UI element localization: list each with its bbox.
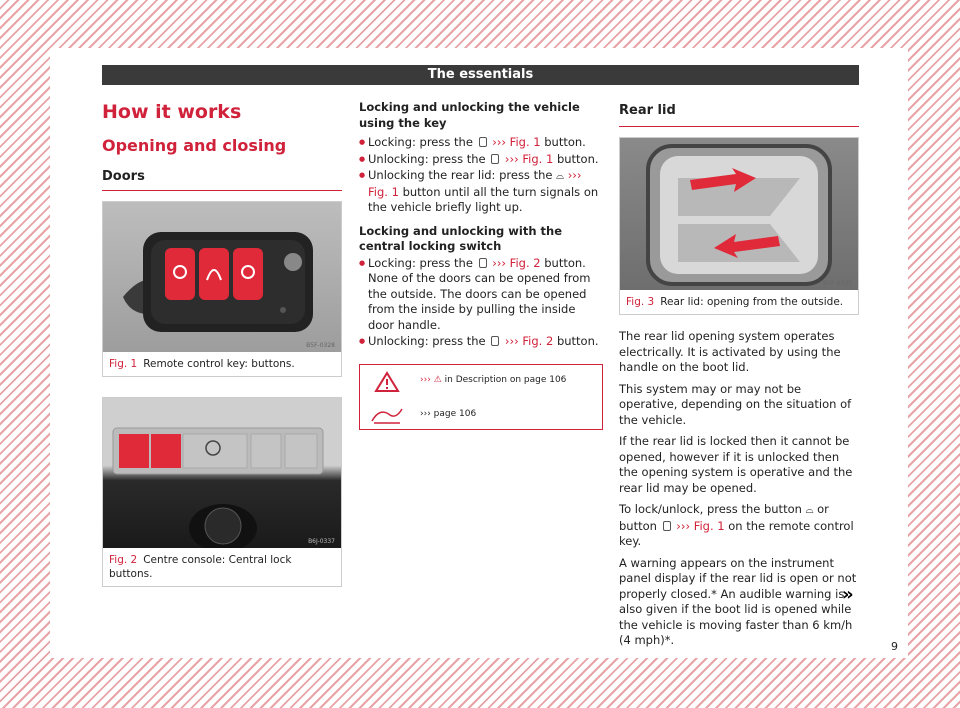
rear-lid-para-3: If the rear lid is locked then it cannot be opened, however if it is unlocked then the opening system is operative and the rear lid may be opened. — [619, 434, 853, 495]
section-central-lock-title: Locking and unlocking with the central locking switch — [359, 223, 563, 253]
b4-pre: Locking: press the — [368, 255, 473, 270]
p4-post: on the remote control key. — [619, 518, 854, 548]
rear-lid-para-5: A warning appears on the instrument panel display if the rear lid is open or not properly closed.* An audible warning is also given if the boot lid is opened while the vehicle is moving faster than 6 km/h (4 mph)*. — [619, 555, 857, 647]
centre-console-image — [103, 398, 341, 548]
b5-pre: Unlocking: press the — [368, 334, 486, 348]
figure-2 — [102, 397, 342, 587]
fig3-label: Fig. 3 — [626, 296, 655, 308]
fig2-caption — [103, 548, 341, 586]
unlock-icon — [663, 521, 671, 531]
remote-key-image — [103, 202, 341, 352]
fig2-label: Fig. 2 — [109, 554, 138, 566]
p4-pre: To lock/unlock, press the button — [619, 502, 802, 516]
small-warning-icon: ⚠ — [433, 374, 442, 385]
b5-post: button. — [556, 334, 599, 348]
bullet-locking-key — [359, 135, 603, 151]
b4-post: button. None of the doors can be opened from the outside. The doors can be opened from the inside by pulling the inside door handle. — [368, 255, 591, 332]
remote-key-illustration — [103, 202, 341, 352]
fig1-label: Fig. 1 — [109, 358, 138, 370]
column-3 — [619, 100, 859, 649]
figure-3 — [619, 137, 859, 315]
bullet-locking-central — [359, 256, 603, 334]
note1-post: in Description on page 106 — [444, 374, 567, 385]
fig2-caption-text: Centre console: Central lock buttons. — [109, 554, 292, 580]
fig2-code: B6J-0337 — [308, 538, 335, 545]
column-1 — [102, 100, 342, 587]
b3-post: button until all the turn signals on the vehicle briefly light up. — [368, 184, 599, 214]
fig1-caption-text: Remote control key: buttons. — [143, 358, 295, 370]
b3-ref[interactable]: ››› Fig. 1 — [368, 168, 582, 199]
b2-pre: Unlocking: press the — [368, 151, 486, 166]
continue-arrow: » — [842, 584, 854, 605]
console-illustration — [103, 398, 341, 548]
rear-lid-image — [620, 138, 858, 290]
p4-ref[interactable]: ››› Fig. 1 — [676, 518, 725, 533]
rear-lid-icon: ⌓ — [805, 505, 814, 516]
bullet-unlocking-rear-lid — [359, 168, 603, 216]
seat-logo-illustration — [620, 138, 858, 290]
warning-reference[interactable] — [420, 375, 566, 385]
page-reference[interactable]: ››› page 106 — [420, 408, 477, 419]
b1-post: button. — [544, 135, 586, 149]
reference-box — [359, 364, 603, 430]
fig1-caption — [103, 352, 341, 376]
rear-lid-para-1: The rear lid opening system operates electrically. It is activated by using the handle on the boot lid. — [619, 329, 841, 374]
environment-icon — [370, 403, 404, 425]
warning-icon — [374, 371, 400, 393]
b4-ref[interactable]: ››› Fig. 2 — [492, 255, 541, 270]
rear-lid-para-2: This system may or may not be operative, depending on the situation of the vehicle. — [619, 381, 852, 427]
fig1-code: B5F-0328 — [306, 342, 335, 349]
fig3-caption — [620, 290, 858, 314]
column-2 — [359, 100, 603, 430]
p4-mid: or button — [619, 502, 829, 533]
heading-rear-lid: Rear lid — [619, 100, 859, 127]
unlock-icon — [491, 154, 499, 164]
figure-1 — [102, 201, 342, 377]
b1-ref[interactable]: ››› Fig. 1 — [492, 135, 541, 149]
heading-how-it-works: How it works — [102, 101, 242, 123]
fig3-caption-text: Rear lid: opening from the outside. — [660, 296, 844, 308]
chapter-header: The essentials — [102, 65, 859, 85]
heading-opening-closing: Opening and closing — [102, 136, 287, 155]
lock-icon — [479, 137, 487, 147]
b2-post: button. — [556, 151, 599, 166]
note1-pre: ››› — [420, 374, 431, 385]
lock-icon — [479, 258, 487, 268]
bullet-unlocking-key — [359, 152, 603, 168]
rear-lid-para-4 — [619, 502, 859, 550]
heading-doors: Doors — [102, 168, 342, 191]
unlock-icon — [491, 336, 499, 346]
b5-ref[interactable]: ››› Fig. 2 — [504, 334, 554, 348]
rear-lid-icon: ⌓ — [556, 171, 565, 182]
bullet-unlocking-central — [359, 334, 603, 350]
section-key-lock-title: Locking and unlocking the vehicle using the key — [359, 100, 580, 130]
page-number: 9 — [891, 640, 898, 653]
b1-pre: Locking: press the — [368, 135, 473, 149]
b2-ref[interactable]: ››› Fig. 1 — [504, 151, 554, 166]
fig3-code: B5F-0335 — [823, 280, 852, 287]
b3-pre: Unlocking the rear lid: press the — [368, 168, 553, 182]
